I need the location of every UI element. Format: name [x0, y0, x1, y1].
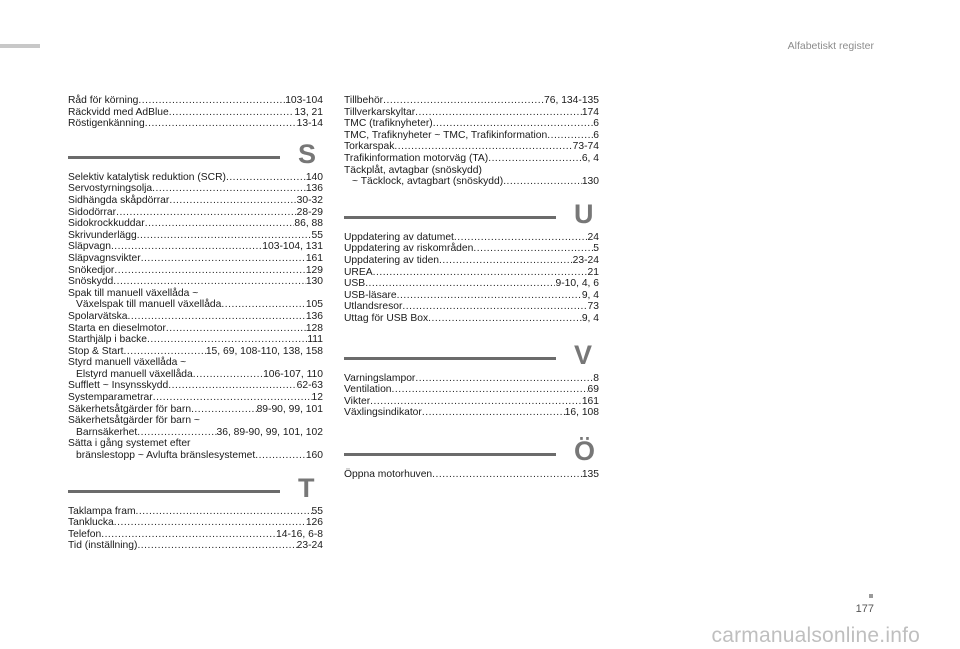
index-term: Sätta i gång systemet efter	[68, 438, 191, 450]
dot-leader	[137, 230, 312, 242]
page-reference: 23-24	[296, 540, 323, 552]
page-reference: 135	[581, 468, 599, 480]
index-term: Växelspak till manuell växellåda	[76, 299, 222, 311]
dot-leader	[193, 369, 263, 381]
index-term: Stop & Start	[68, 345, 124, 357]
page-reference: 30-32	[296, 194, 323, 206]
page-marker-dot	[869, 594, 873, 598]
dot-leader	[503, 176, 582, 188]
index-entry	[68, 265, 323, 277]
index-term: Ventilation	[344, 384, 392, 396]
index-entry	[68, 241, 323, 253]
dot-leader	[365, 278, 555, 290]
page-reference: 161	[305, 252, 323, 264]
page-reference: 13, 21	[294, 106, 323, 118]
index-entry	[68, 118, 323, 130]
index-term: TMC, Trafiknyheter ~ TMC, Trafikinformation	[344, 129, 548, 141]
dot-leader	[402, 301, 587, 313]
index-entry	[68, 107, 323, 119]
section-rule	[344, 357, 556, 360]
index-entry	[344, 107, 599, 119]
page-reference: 136	[305, 183, 323, 195]
index-entry	[68, 311, 323, 323]
index-term: Uppdatering av tiden	[344, 254, 440, 266]
index-term: ~ Täcklock, avtagbart (snöskydd)	[352, 176, 504, 188]
index-entry	[344, 232, 599, 244]
section-letter-s: S	[298, 138, 317, 169]
index-term: Styrd manuell växellåda ~	[68, 357, 187, 369]
page-number: 177	[855, 603, 874, 615]
page-reference: 12	[311, 392, 323, 404]
page-reference: 9, 4	[581, 312, 599, 324]
dot-leader	[191, 404, 257, 416]
index-term: Växlingsindikator	[344, 407, 422, 419]
dot-leader	[488, 153, 582, 165]
index-term: Vikter	[344, 395, 371, 407]
index-term: Sidokrockkuddar	[68, 218, 145, 230]
index-entry	[68, 392, 323, 404]
index-entry	[68, 183, 323, 195]
dot-leader	[141, 253, 306, 265]
page-reference: 21	[587, 266, 599, 278]
dot-leader	[113, 276, 306, 288]
index-entry	[344, 301, 599, 313]
dot-leader	[255, 450, 306, 462]
index-entry	[68, 253, 323, 265]
page-reference: 5	[593, 243, 599, 255]
page-reference: 130	[581, 176, 599, 188]
index-term: Sidhängda skåpdörrar	[68, 194, 170, 206]
index-term: Varningslampor	[344, 372, 416, 384]
dot-leader	[373, 267, 588, 279]
index-term: Öppna motorhuven	[344, 468, 433, 480]
index-term: Snökedjor	[68, 264, 115, 276]
dot-leader	[394, 141, 572, 153]
dot-leader	[137, 427, 216, 439]
page-reference: 128	[305, 322, 323, 334]
page-reference: 103-104, 131	[262, 241, 323, 253]
index-term: Trafikinformation motorväg (TA)	[344, 152, 489, 164]
section-letter-u: U	[574, 198, 594, 229]
index-entry	[68, 427, 323, 439]
index-term: Tillbehör	[344, 95, 384, 106]
index-term: TMC (trafiknyheter)	[344, 118, 433, 130]
index-entry	[344, 165, 599, 177]
index-term: Utlandsresor	[344, 301, 403, 313]
page-reference: 36, 89-90, 99, 101, 102	[216, 426, 323, 438]
index-entry	[68, 172, 323, 184]
index-term: Säkerhetsåtgärder för barn	[68, 403, 192, 415]
index-term: Röstigenkänning	[68, 118, 145, 130]
index-term: bränslestopp ~ Avlufta bränslesystemet	[76, 450, 256, 462]
page-reference: 130	[305, 276, 323, 288]
page-reference: 55	[311, 505, 323, 517]
dot-leader	[101, 529, 276, 541]
index-entry	[68, 230, 323, 242]
page-reference: 105	[305, 299, 323, 311]
index-term: Släpvagnsvikter	[68, 252, 141, 264]
page-reference: 69	[587, 384, 599, 396]
right-column	[344, 95, 599, 480]
index-term: Selektiv katalytisk reduktion (SCR)	[68, 171, 226, 183]
index-entry	[68, 299, 323, 311]
index-entry	[68, 346, 323, 358]
section-rule	[344, 453, 556, 456]
page-reference: 15, 69, 108-110, 138, 158	[205, 345, 323, 357]
index-entry	[68, 438, 323, 450]
section-letter-v: V	[574, 339, 593, 370]
index-entry	[344, 278, 599, 290]
page-reference: 160	[305, 450, 323, 462]
index-entry	[344, 384, 599, 396]
dot-leader	[168, 380, 296, 392]
dot-leader	[370, 396, 582, 408]
page-reference: 73	[587, 301, 599, 313]
index-term: Sidodörrar	[68, 206, 117, 218]
dot-leader	[383, 95, 544, 107]
dot-leader	[397, 290, 582, 302]
index-term: Spolarvätska	[68, 310, 128, 322]
dot-leader	[124, 346, 206, 358]
index-entry	[344, 255, 599, 267]
index-term: Taklampa fram	[68, 505, 136, 517]
dot-leader	[432, 469, 582, 481]
section-header-o	[344, 435, 599, 466]
section-rule	[344, 216, 556, 219]
index-entry	[344, 95, 599, 107]
page-header-title: Alfabetiskt register	[787, 40, 874, 52]
index-term: Täckplåt, avtagbar (snöskydd)	[344, 164, 482, 176]
page-reference: 16, 108	[564, 407, 599, 419]
dot-leader	[138, 95, 285, 107]
page-reference: 86, 88	[294, 218, 323, 230]
index-entry	[344, 130, 599, 142]
index-term: Sufflett ~ Insynsskydd	[68, 380, 169, 392]
left-column	[68, 95, 323, 552]
index-term: USB	[344, 278, 366, 290]
page-reference: 129	[305, 264, 323, 276]
index-entry	[344, 176, 599, 188]
dot-leader	[169, 107, 295, 119]
page-reference: 13-14	[296, 118, 323, 130]
dot-leader	[422, 407, 565, 419]
entry-group-t-cont	[344, 95, 599, 188]
index-entry	[68, 517, 323, 529]
page-reference: 24	[587, 231, 599, 243]
index-term: Tillverkarskyltar	[344, 106, 416, 118]
index-entry	[344, 469, 599, 481]
index-term: Uttag för USB Box	[344, 312, 429, 324]
index-term: Starta en dieselmotor	[68, 322, 166, 334]
index-term: Torkarspak	[344, 141, 395, 153]
dot-leader	[221, 299, 305, 311]
page-reference: 103-104	[285, 95, 323, 106]
page-reference: 9-10, 4, 6	[555, 278, 599, 290]
page-reference: 126	[305, 517, 323, 529]
page-reference: 111	[307, 334, 323, 346]
index-entry	[68, 323, 323, 335]
index-term: Starthjälp i backe	[68, 334, 147, 346]
index-term: Råd för körning	[68, 95, 139, 106]
index-term: Skrivunderlägg	[68, 229, 137, 241]
entry-group-s	[68, 172, 323, 462]
index-entry	[344, 407, 599, 419]
entry-group-o	[344, 469, 599, 481]
dot-leader	[145, 118, 297, 130]
index-entry	[68, 195, 323, 207]
dot-leader	[145, 218, 295, 230]
dot-leader	[116, 207, 297, 219]
section-header-s	[68, 138, 323, 169]
index-entry	[344, 373, 599, 385]
section-letter-t: T	[298, 472, 315, 503]
index-entry	[68, 334, 323, 346]
index-entry	[68, 506, 323, 518]
section-rule	[68, 156, 280, 159]
page-reference: 9, 4	[581, 289, 599, 301]
index-term: Telefon	[68, 528, 102, 540]
index-entry	[68, 380, 323, 392]
page-reference: 55	[311, 229, 323, 241]
page-reference: 6	[593, 129, 599, 141]
index-term: USB-läsare	[344, 289, 397, 301]
dot-leader	[392, 384, 588, 396]
index-entry	[68, 415, 323, 427]
dot-leader	[136, 506, 312, 518]
index-entry	[68, 276, 323, 288]
index-entry	[344, 267, 599, 279]
section-letter-o: Ö	[574, 435, 596, 466]
page-reference: 6, 4	[581, 152, 599, 164]
index-entry	[68, 529, 323, 541]
dot-leader	[226, 172, 306, 184]
page-reference: 6	[593, 118, 599, 130]
index-entry	[68, 288, 323, 300]
index-entry	[344, 153, 599, 165]
entry-group-r	[68, 95, 323, 130]
index-entry	[344, 243, 599, 255]
index-entry	[68, 207, 323, 219]
index-entry	[68, 369, 323, 381]
index-entry	[68, 404, 323, 416]
dot-leader	[114, 265, 305, 277]
section-rule	[68, 490, 280, 493]
section-header-v	[344, 339, 599, 370]
index-term: Servostyrningsolja	[68, 183, 153, 195]
dot-leader	[473, 243, 593, 255]
dot-leader	[147, 334, 307, 346]
page-reference: 73-74	[572, 141, 599, 153]
dot-leader	[439, 255, 573, 267]
index-term: Systemparametrar	[68, 392, 153, 404]
dot-leader	[169, 195, 296, 207]
dot-leader	[111, 241, 262, 253]
index-entry	[344, 290, 599, 302]
index-term: Snöskydd	[68, 276, 114, 288]
index-entry	[344, 313, 599, 325]
section-header-t	[68, 472, 323, 503]
index-entry	[68, 450, 323, 462]
header-accent-bar	[0, 44, 40, 48]
entry-group-t	[68, 506, 323, 552]
page-reference: 136	[305, 310, 323, 322]
index-term: Tanklucka	[68, 517, 114, 529]
index-entry	[344, 118, 599, 130]
dot-leader	[152, 183, 306, 195]
page-reference: 174	[581, 106, 599, 118]
dot-leader	[547, 130, 593, 142]
index-term: Räckvidd med AdBlue	[68, 106, 169, 118]
entry-group-u	[344, 232, 599, 325]
index-term: Tid (inställning)	[68, 540, 138, 552]
page-reference: 89-90, 99, 101	[256, 403, 323, 415]
entry-group-v	[344, 373, 599, 419]
index-entry	[68, 540, 323, 552]
dot-leader	[153, 392, 312, 404]
page-reference: 28-29	[296, 206, 323, 218]
dot-leader	[114, 517, 306, 529]
index-term: Uppdatering av datumet	[344, 231, 454, 243]
page-reference: 106-107, 110	[263, 368, 323, 380]
page-reference: 76, 134-135	[544, 95, 599, 106]
dot-leader	[433, 118, 594, 130]
page-reference: 14-16, 6-8	[276, 528, 323, 540]
index-entry	[344, 141, 599, 153]
index-term: UREA	[344, 266, 373, 278]
page-reference: 23-24	[572, 254, 599, 266]
index-term: Släpvagn	[68, 241, 111, 253]
dot-leader	[137, 540, 296, 552]
dot-leader	[415, 373, 593, 385]
index-entry	[344, 396, 599, 408]
page-reference: 140	[305, 171, 323, 183]
page-reference: 161	[581, 395, 599, 407]
index-entry	[68, 95, 323, 107]
watermark-text: carmanualsonline.info	[711, 624, 920, 647]
page-reference: 8	[593, 372, 599, 384]
index-term: Spak till manuell växellåda ~	[68, 287, 199, 299]
index-term: Elstyrd manuell växellåda	[76, 368, 193, 380]
index-term: Barnsäkerhet	[76, 426, 138, 438]
dot-leader	[428, 313, 582, 325]
dot-leader	[166, 323, 306, 335]
index-entry	[68, 357, 323, 369]
dot-leader	[454, 232, 588, 244]
dot-leader	[128, 311, 306, 323]
dot-leader	[415, 107, 582, 119]
section-header-u	[344, 198, 599, 229]
page-reference: 62-63	[296, 380, 323, 392]
index-entry	[68, 218, 323, 230]
index-term: Säkerhetsåtgärder för barn ~	[68, 415, 200, 427]
index-term: Uppdatering av riskområden	[344, 243, 474, 255]
